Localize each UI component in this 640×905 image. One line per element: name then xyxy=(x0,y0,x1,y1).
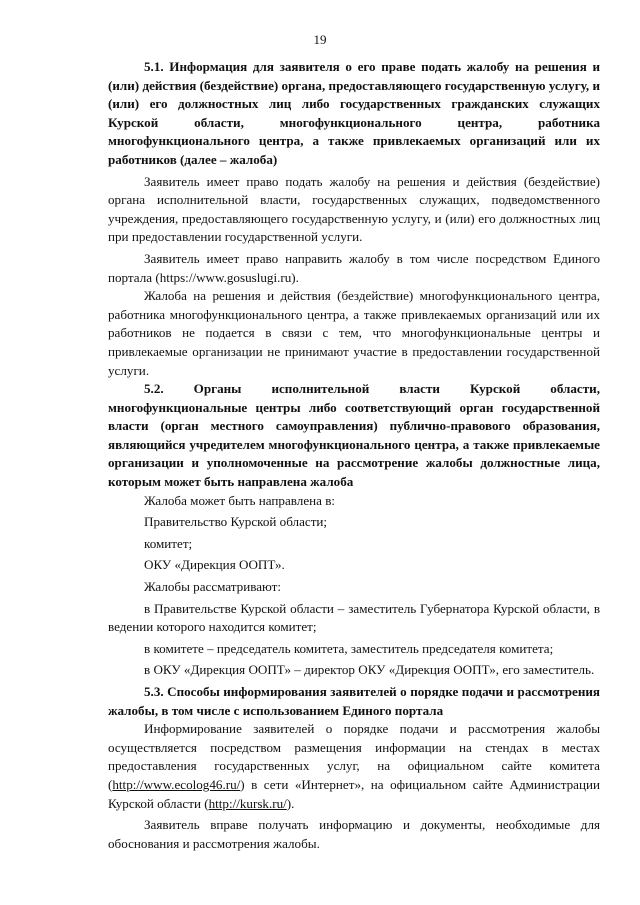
section-5-3-text-2: ) в сети «Интернет», на официальном сайте Администрации Курской области ( xyxy=(108,776,600,811)
document-body xyxy=(108,58,600,853)
section-5-2-line-3: комитет; xyxy=(144,535,193,551)
section-5-1-paragraph-3: Жалоба на решения и действия (бездействие) многофункционального центра, работника многофункционального центра, а также привлекаемых организаций или их работников не подается в связи с тем, что многофункциональные центры и привлекаемые организации не принимают участие в предоставлении государственной услуги. xyxy=(108,288,600,378)
section-5-2-line-4: ОКУ «Дирекция ООПТ». xyxy=(144,557,285,573)
section-5-1-paragraph-2: Заявитель имеет право направить жалобу в том числе посредством Единого портала (https://www.gosuslugi.ru). xyxy=(108,250,600,285)
section-5-3-text-3: ). xyxy=(286,795,295,811)
section-5-3-paragraph-2: Заявитель вправе получать информацию и документы, необходимые для обоснования и рассмотрения жалобы. xyxy=(108,817,600,851)
section-5-2-reviewer-3: в ОКУ «Дирекция ООПТ» – директор ОКУ «Дирекция ООПТ», его заместитель. xyxy=(144,662,595,678)
section-5-2-line-2: Правительство Курской области; xyxy=(144,514,328,530)
ecolog-website-link[interactable]: http://www.ecolog46.ru/ xyxy=(112,776,241,792)
page-number: 19 xyxy=(313,32,327,47)
kursk-website-link[interactable]: http://kursk.ru/ xyxy=(208,795,287,811)
section-5-3-heading: 5.3. Способы информирования заявителей о порядке подачи и рассмотрения жалобы, в том числе с использованием Единого портала xyxy=(108,684,600,718)
section-5-2-reviewer-2: в комитете – председатель комитета, заместитель председателя комитета; xyxy=(144,640,554,656)
section-5-1-paragraph-1: Заявитель имеет право подать жалобу на решения и действия (бездействие) органа исполнительной власти, государственных служащих, подведомственного учреждения, предоставляющего государственную услугу, и (или) его должностных лиц при предоставлении государственной услуги. xyxy=(108,173,600,245)
section-5-2-reviewer-1: в Правительстве Курской области – заместитель Губернатора Курской области, в ведении которого находится комитет; xyxy=(108,600,600,635)
section-5-1-heading: 5.1. Информация для заявителя о его праве подать жалобу на решения и (или) действия (бездействие) органа, предоставляющего государственную услугу, и (или) его должностных лиц либо государственных гражданских служащих Курской области, многофункционального центра, работника многофункционального центра, а также привлекаемых организаций или их работников (далее – жалоба) xyxy=(108,59,600,167)
section-5-3-paragraph-1 xyxy=(108,720,600,813)
section-5-2-line-1: Жалоба может быть направлена в: xyxy=(144,492,336,508)
section-5-3-text-1: Информирование заявителей о порядке подачи и рассмотрения жалобы осуществляется посредством размещения информации на стендах в местах предоставления государственных услуг, на официальном сайте комитета ( xyxy=(108,721,600,792)
section-5-2-line-5: Жалобы рассматривают: xyxy=(144,579,282,595)
section-5-2-heading: 5.2. Органы исполнительной власти Курской области, многофункциональные центры либо соответствующий орган государственной власти (орган местного самоуправления) публично-правового образования, являющийся учредителем многофункционального центра, а также привлекаемые организации и уполномоченные на рассмотрение жалобы должностные лица, которым может быть направлена жалоба xyxy=(108,381,600,490)
